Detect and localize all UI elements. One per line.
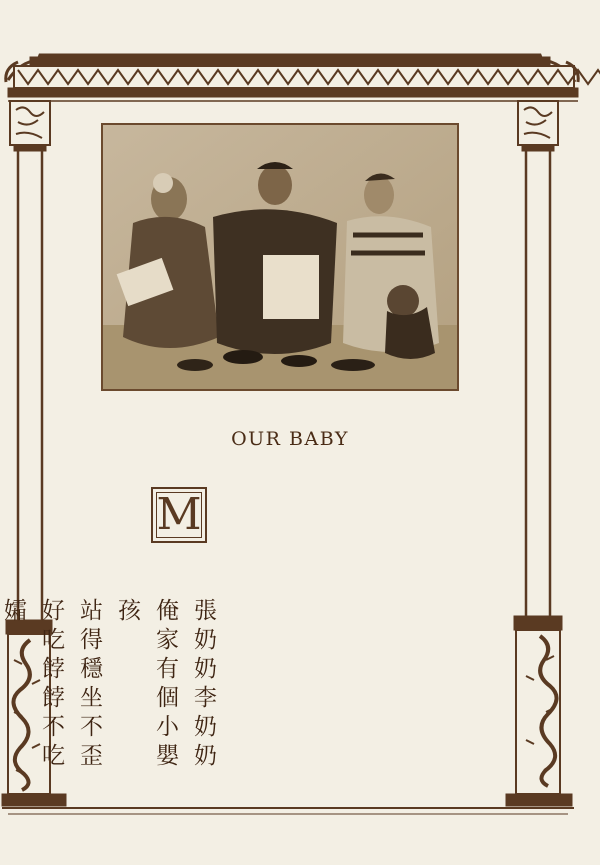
chinese-verse [0, 598, 222, 798]
verse-line-1: 張奶奶李奶奶 [190, 598, 216, 772]
photo-caption: OUR BABY [231, 428, 349, 450]
photograph [101, 123, 459, 391]
verse-line-4: 好吃餑餑不吃孀 [0, 598, 64, 772]
verse-line-3: 站得穩坐不歪 [76, 598, 102, 772]
photo-illustration [103, 125, 457, 389]
right-pillar [506, 101, 572, 806]
initial-letter: M [156, 489, 202, 540]
roof-lintel [6, 55, 600, 101]
verse-line-2: 俺家有個小嬰孩 [114, 598, 178, 772]
monogram-initial [151, 487, 207, 543]
